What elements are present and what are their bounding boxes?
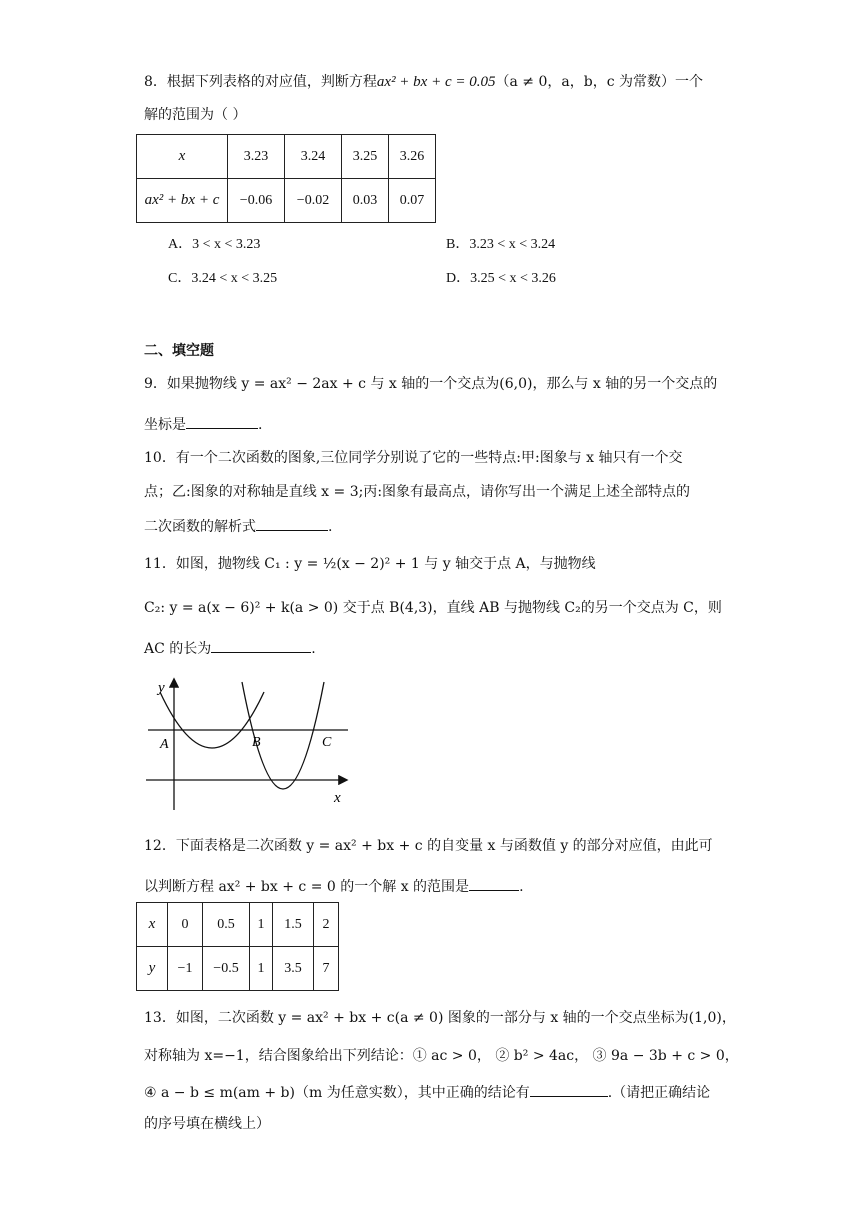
q10-line3	[144, 516, 332, 537]
table-cell: 0	[168, 903, 203, 947]
table-cell: −0.02	[285, 179, 342, 223]
section-title: 二、填空题	[144, 343, 214, 359]
table-cell: 3.5	[273, 947, 314, 991]
q13-line4: 的序号填在横线上）	[144, 1116, 270, 1132]
table-cell: 7	[314, 947, 339, 991]
q8-condition: （a ≠ 0，a，b，c 为常数）一个	[495, 74, 703, 90]
q11-figure	[142, 672, 354, 812]
table-cell: 3.24	[285, 135, 342, 179]
q9-line2	[144, 414, 262, 435]
q12-line2	[144, 876, 524, 897]
q9-answer-blank[interactable]	[186, 414, 258, 429]
x-axis-label: x	[334, 790, 341, 806]
table-cell: 0.07	[389, 179, 436, 223]
q13-answer-blank[interactable]	[530, 1082, 608, 1097]
q12-period: .	[519, 879, 524, 895]
q10-line2: 点；乙:图象的对称轴是直线 x = 3;丙:图象有最高点，请你写出一个满足上述全部特点的	[144, 484, 691, 500]
q8-option-b[interactable]: B．3.23 < x < 3.24	[446, 237, 556, 252]
table-cell: 0.5	[203, 903, 250, 947]
q10-answer-blank[interactable]	[256, 516, 328, 531]
q8-option-a[interactable]: A．3 < x < 3.23	[168, 237, 261, 252]
q8-line2: 解的范围为（ ）	[144, 107, 247, 123]
q11-period: .	[311, 641, 316, 657]
table-cell: 1	[250, 903, 273, 947]
point-a-label: A	[160, 737, 169, 752]
q13-answer-prompt: ④ a − b ≤ m(am + b)（m 为任意实数），其中正确的结论有	[144, 1085, 530, 1101]
q9-line1: 9．如果抛物线 y = ax² − 2ax + c 与 x 轴的一个交点为(6,0)，那么与 x 轴的另一个交点的	[144, 376, 718, 392]
q10-answer-prompt: 二次函数的解析式	[144, 519, 256, 535]
table-cell: 1	[250, 947, 273, 991]
q11-line3	[144, 638, 316, 659]
q11-line2: C₂: y = a(x − 6)² + k(a > 0) 交于点 B(4,3)，直线 AB 与抛物线 C₂的另一个交点为 C，则	[144, 600, 722, 616]
q8-stem-text: 8．根据下列表格的对应值，判断方程	[144, 74, 377, 90]
table-cell: 3.23	[228, 135, 285, 179]
q11-line1: 11．如图，抛物线 C₁ : y = ½(x − 2)² + 1 与 y 轴交于点 A，与抛物线	[144, 556, 596, 572]
q12-answer-blank[interactable]	[469, 876, 519, 891]
point-b-label: B	[252, 735, 261, 750]
y-axis-label: y	[158, 680, 165, 696]
table-row-label: y	[137, 947, 168, 991]
q8-option-c[interactable]: C．3.24 < x < 3.25	[168, 271, 278, 286]
table-row-label: ax² + bx + c	[137, 179, 228, 223]
point-c-label: C	[322, 735, 332, 750]
q13-instruction: .（请把正确结论	[607, 1085, 711, 1101]
q8-equation: ax² + bx + c = 0.05	[376, 74, 496, 90]
table-cell: −1	[168, 947, 203, 991]
table-cell: −0.06	[228, 179, 285, 223]
q8-option-d[interactable]: D．3.25 < x < 3.26	[446, 271, 556, 286]
q8-line1	[144, 72, 703, 92]
parabola-c1	[160, 692, 264, 748]
q9-period: .	[258, 417, 263, 433]
q13-line3	[144, 1082, 710, 1103]
q11-answer-prompt: AC 的长为	[144, 641, 212, 657]
q10-line1: 10．有一个二次函数的图象,三位同学分别说了它的一些特点:甲:图象与 x 轴只有一个交	[144, 450, 683, 466]
q8-table	[136, 134, 436, 223]
q13-line1: 13．如图，二次函数 y = ax² + bx + c(a ≠ 0) 图象的一部分与 x 轴的一个交点坐标为(1,0)，	[144, 1010, 736, 1026]
q10-period: .	[328, 519, 333, 535]
table-cell: 3.25	[342, 135, 389, 179]
q12-table	[136, 902, 339, 991]
table-cell: −0.5	[203, 947, 250, 991]
table-cell: 0.03	[342, 179, 389, 223]
q12-answer-prompt: 以判断方程 ax² + bx + c = 0 的一个解 x 的范围是	[144, 879, 470, 895]
table-row-label: x	[137, 903, 168, 947]
q12-line1: 12．下面表格是二次函数 y = ax² + bx + c 的自变量 x 与函数值 y 的部分对应值，由此可	[144, 838, 713, 854]
q11-answer-blank[interactable]	[211, 638, 311, 653]
table-row-label: x	[137, 135, 228, 179]
table-cell: 1.5	[273, 903, 314, 947]
q13-line2: 对称轴为 x=−1，结合图象给出下列结论：① ac > 0， ② b² > 4ac， ③ 9a − 3b + c > 0，	[144, 1048, 739, 1064]
table-cell: 3.26	[389, 135, 436, 179]
table-cell: 2	[314, 903, 339, 947]
q9-answer-prompt: 坐标是	[144, 417, 186, 433]
